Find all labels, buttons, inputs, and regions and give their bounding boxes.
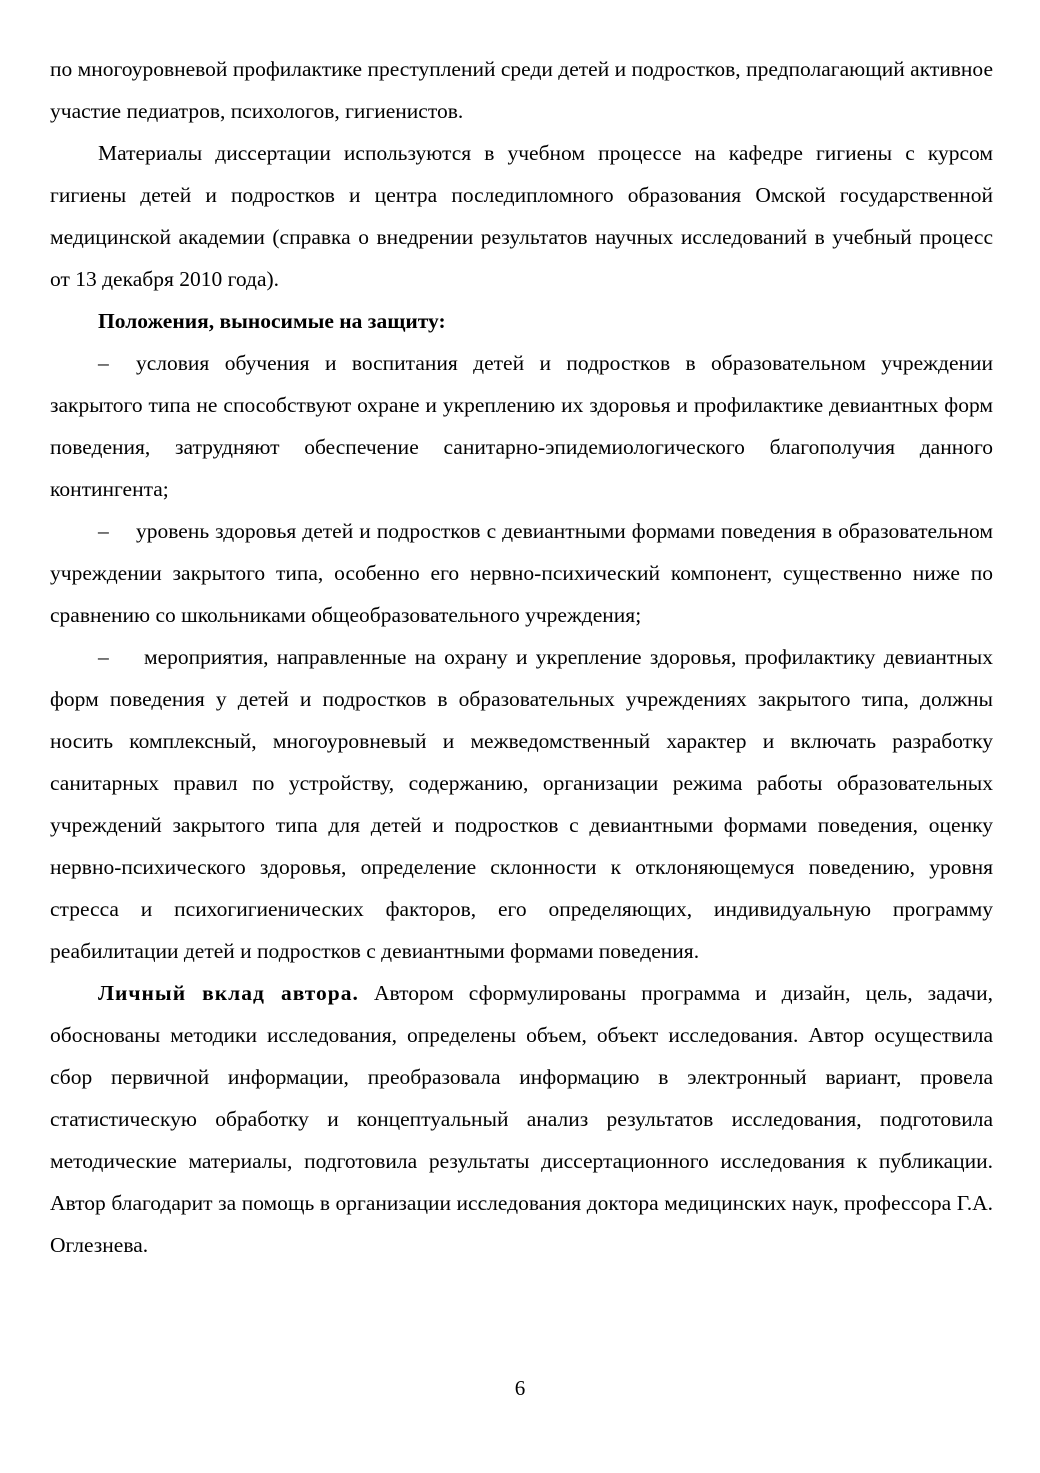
paragraph-continuation: по многоуровневой профилактике преступлений среди детей и подростков, предполагающий активное участие педиатров, психологов, гигиенистов. [50, 57, 993, 123]
provision-item-2 [50, 510, 993, 636]
heading-provisions: Положения, выносимые на защиту: [98, 309, 446, 333]
paragraph-contribution [50, 972, 993, 1266]
provision-text: условия обучения и воспитания детей и подростков в образовательном учреждении закрытого типа не способствуют охране и укреплению их здоровья и профилактике девиантных форм поведения, затрудняют обеспечение санитарно-эпидемиологического благополучия данного контингента; [50, 351, 993, 501]
contribution-title: Личный вклад автора. [98, 981, 359, 1005]
paragraph-materials: Материалы диссертации используются в учебном процессе на кафедре гигиены с курсом гигиены детей и подростков и центра последипломного образования Омской государственной медицинской академии (справка о внедрении результатов научных исследований в учебный процесс от 13 декабря 2010 года). [50, 141, 993, 291]
contribution-text: Автором сформулированы программа и дизайн, цель, задачи, обоснованы методики исследования, определены объем, объект исследования. Автор осуществила сбор первичной информации, преобразовала информацию в электронный вариант, провела статистическую обработку и концептуальный анализ результатов исследования, подготовила методические материалы, подготовила результаты диссертационного исследования к публикации. Автор благодарит за помощь в организации исследования доктора медицинских наук, профессора Г.А. Оглезнева. [50, 981, 993, 1257]
provision-item-1 [50, 342, 993, 510]
provision-item-3 [50, 636, 993, 972]
document-page [50, 48, 993, 1266]
page-number: 6 [514, 1376, 526, 1400]
dash-bullet: – [98, 519, 109, 543]
dash-bullet: – [98, 351, 109, 375]
provision-text: уровень здоровья детей и подростков с девиантными формами поведения в образовательном учреждении закрытого типа, особенно его нервно-психический компонент, существенно ниже по сравнению со школьниками общеобразовательного учреждения; [50, 519, 993, 627]
dash-bullet: – [98, 645, 109, 669]
provision-text: мероприятия, направленные на охрану и укрепление здоровья, профилактику девиантных форм поведения у детей и подростков в образовательных учреждениях закрытого типа, должны носить комплексный, многоуровневый и межведомственный характер и включать разработку санитарных правил по устройству, содержанию, организации режима работы образовательных учреждений закрытого типа для детей и подростков с девиантными формами поведения, оценку нервно-психического здоровья, определение склонности к отклоняющемуся поведению, уровня стресса и психогигиенических факторов, его определяющих, индивидуальную программу реабилитации детей и подростков с девиантными формами поведения. [50, 645, 993, 963]
